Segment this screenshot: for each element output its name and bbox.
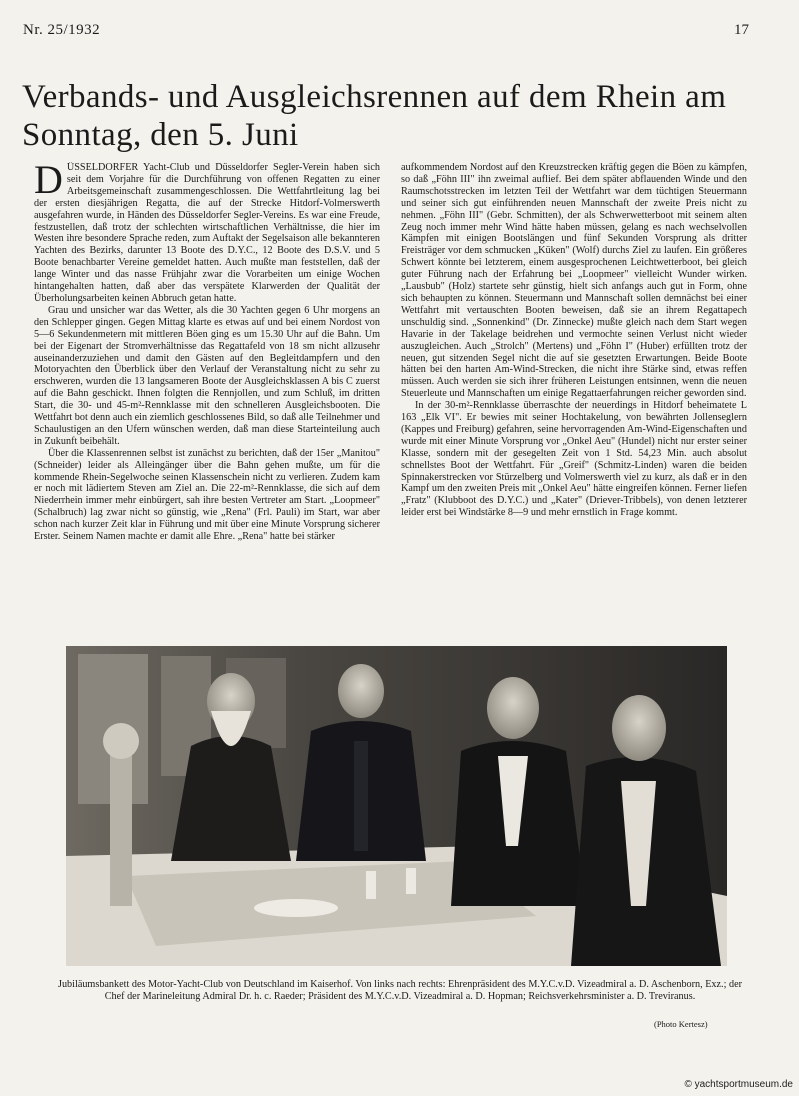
article-paragraph: Über die Klassenrennen selbst ist zunächst zu berichten, daß der 15er „Manitou" (Schneider) leider als Alleingänger über die Bahn gehen mußte, um für die kommende Rhein-Segelwoche seinen Klassenschein nicht zu verlieren. Zudem kam er noch mit lädiertem Steven am Ziel an. Die 22-m²-Rennklasse, die sich auf dem Niederrhein immer mehr einbürgert, sah ihre besten Vertreter am Start. „Loopmeer" (Schalbruch) lag zwar nicht so günstig, wie „Rena" (Frl. Pauli) im Start, war aber schon nach kurzer Zeit klar in Führung und mit über eine Minute Vorsprung sicherer Erster. Seinem Namen machte er damit alle Ehre. „Rena" hatte bei stärker bbox=[34, 447, 380, 543]
article-paragraph: aufkommendem Nordost auf den Kreuzstrecken kräftig gegen die Böen zu kämpfen, so daß „Föhn III" ihn zweimal auflief. Bei dem später abflauenden Winde und den Raumschotsstrecken im letzten Teil der Wettfahrt war dem tüchtigen Steuermann und seiner sich gut einführenden neuen Mannschaft der zweite Preis nicht zu nehmen. „Föhn III" (Gebr. Schmitten), der als Schwerwetterboot mit seinem alten Zeug noch immer mehr Wind hätte haben müssen, gelang es nach wechselvollen Kämpfen mit einigen Bootslängen und fünf Sekunden Vorsprung als dritter Freisträger vor dem schmucken „Küken" (Wolf) durchs Ziel zu laufen. Ein größeres Schwert könnte bei letzterem, einem ausgesprochenen Leichtwetterboot, bei gleich guter Führung nach der Erfahrung bei „Loopmeer" vielleicht Wunder wirken. „Lausbub" (Holz) startete sehr günstig, hielt sich anfangs auch gut in Form, ohne sich behaupten zu können. Steuermann und Mannschaft sollen demnächst bei einer Wettfahrt mit vertauschten Booten beweisen, daß sie an ihrem Regattapech unschuldig sind. „Sonnenkind" (Dr. Zinnecke) mußte gleich nach dem Start wegen Havarie in der Takelage beidrehen und vermochte seinen Verlust nicht wieder auszugleichen. Auch „Strolch" (Mertens) und „Föhn I" (Huber) erfüllten trotz der neuen, gut sitzenden Segel nicht die auf sie gesetzten Erwartungen. Beide Boote hätten bei den harten Am-Wind-Strecken, die nicht ihre Stärke sind, etwas reffen müssen. Auch werden sie sich ihrer früheren Leistungen entsinnen, wenn die neuen Steuerleute und Mannschaften um einige Regattaerfahrungen reicher geworden sind. bbox=[401, 162, 747, 400]
article-paragraph: In der 30-m²-Rennklasse überraschte der neuerdings in Hitdorf beheimatete L 163 „Elk VI". Er bewies mit seiner Hochtakelung, von bewährten Jollenseglern (Kappes und Freiburg) gefahren, seine hervorragenden Am-Wind-Eigenschaften und wurde mit einer Minute Vorsprung vor „Onkel Aeu" (Hundel) nicht nur erster seiner Klasse, sondern mit der gesegelten Zeit von 1 Std. 54,23 Min. auch absolut schnellstes Boot der Wettfahrt. Für „Greif" (Schmitz-Linden) waren die beiden Spinnakerstrecken vor Stürzelberg und Volmerswerth viel zu kurz, als daß er in den Kampf um den zweiten Preis mit „Onkel Aeu" hätte eingreifen können. Ferner liefen „Fratz" (Klubboot des D.Y.C.) und „Kater" (Driever-Tribbels), von denen letzterer leider erst bei Windstärke 8—9 und mehr ernstlich in Frage kommt. bbox=[401, 400, 747, 519]
article-headline: Verbands- und Ausgleichsrennen auf dem Rhein am Sonntag, den 5. Juni bbox=[22, 79, 727, 153]
article-column-right bbox=[401, 162, 747, 628]
drop-cap: D bbox=[34, 162, 63, 202]
page-number: 17 bbox=[734, 22, 749, 38]
photo-credit: (Photo Kertesz) bbox=[654, 1019, 708, 1029]
article-paragraph bbox=[34, 162, 380, 305]
photo-caption: Jubiläumsbankett des Motor-Yacht-Club von Deutschland im Kaiserhof. Von links nach rechts: Ehrenpräsident des M.Y.C.v.D. Vizeadmiral a. D. Aschenborn, Exz.; der Chef der Marineleitung Admiral Dr. h. c. Raeder; Präsident des M.Y.C.v.D. Vizeadmiral a. D. Hopman; Reichsverkehrsminister a. D. Treviranus. bbox=[58, 979, 742, 1003]
issue-number: Nr. 25/1932 bbox=[23, 22, 101, 38]
watermark: © yachtsportmuseum.de bbox=[684, 1079, 793, 1090]
banquet-photo bbox=[66, 646, 727, 966]
paragraph-text: ÜSSELDORFER Yacht-Club und Düsseldorfer Segler-Verein haben sich seit dem Vorjahre für die Durchführung von offenen Regatten zu einer Arbeitsgemeinschaft zusammengeschlossen. Die Wettfahrtleitung lag bei der ersten diesjährigen Regatta, die auf der Strecke Hitdorf-Volmerswerth ausgefahren wurde, in Händen des Düsseldorfer Segler-Vereins. Es war eine Freude, festzustellen, daß trotz der schlechten wirtschaftlichen Verhältnisse, die hier im Westen ihre besondere Sprache reden, zum Auftakt der Segelsaison alle bekannteren Yachten des Bezirks, darunter 13 Boote des D.Y.C., 12 Boote des D.S.V. und 5 Boote benachbarter Vereine gemeldet hatten. Auch mußte man feststellen, daß der lange Winter und das nasse Frühjahr zwar die Vorarbeiten um einige Wochen hintangehalten hatten, daß aber das verspätete Klarwerden der Qualität der Überholungsarbeiten keinen Abbruch getan hatte. bbox=[34, 162, 380, 304]
page-header bbox=[23, 22, 749, 42]
article-paragraph: Grau und unsicher war das Wetter, als die 30 Yachten gegen 6 Uhr morgens an den Schlepper gingen. Gegen Mittag klarte es etwas auf und bei einem Nordost von 5—6 Sekundenmetern mit mittleren Böen ging es um 15.30 Uhr auf die Bahn. Um bei der Eigenart der Stromverhältnisse das Regattafeld von 18 sm nicht allzusehr auseinanderzuziehen und damit den Gästen auf den Begleitdampfern und den Motoryachten den Überblick über den Verlauf der Veranstaltung nicht zu sehr zu erschweren, wurden die 13 langsameren Boote der Ausgleichsklassen A bis C zuerst auf die Bahn geschickt. Ihnen folgten die Rennjollen, und zum Schluß, im dritten Start, die 30- und 45-m²-Rennklasse mit den schnelleren Ausgleichsbooten. Die Wettfahrt bot denn auch ein ziemlich geschlossenes Bild, so daß alle Teilnehmer und Schaulustigen an den Ufern wünschen werden, daß man diese Starteinteilung auch in Zukunft beibehält. bbox=[34, 304, 380, 447]
article-column-left bbox=[34, 162, 380, 628]
